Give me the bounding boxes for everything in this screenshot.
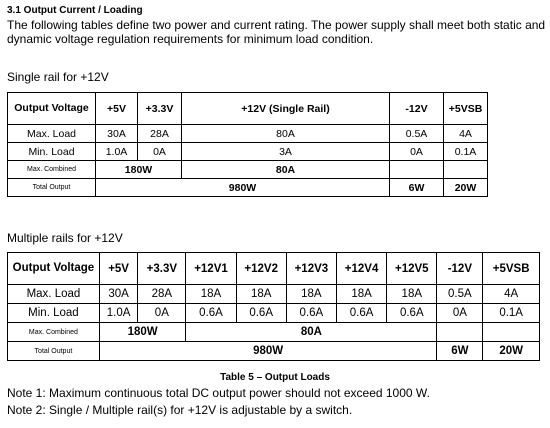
header-cell: +12V4 — [336, 253, 386, 285]
table-cell — [483, 323, 540, 342]
header-cell: +12V5 — [387, 253, 437, 285]
table-cell: 0.6A — [336, 304, 386, 323]
section-heading: 3.1 Output Current / Loading — [7, 5, 143, 16]
output-voltage-header: Output Voltage — [8, 253, 100, 285]
table-cell: 0.5A — [390, 125, 444, 143]
table-cell: 80A — [182, 125, 390, 143]
single-rail-table — [7, 92, 488, 197]
multi-rail-table — [7, 252, 540, 361]
table-row — [8, 125, 488, 143]
header-cell: +3.3V — [138, 253, 186, 285]
table-cell: 0A — [138, 143, 182, 161]
table-cell: 180W — [99, 323, 186, 342]
row-label: Max. Combined — [8, 161, 96, 179]
header-cell: +5V — [96, 93, 138, 125]
table-header-row — [8, 93, 488, 125]
table-cell: 0.6A — [387, 304, 437, 323]
table-cell: 0.1A — [444, 143, 488, 161]
table-cell: 6W — [390, 179, 444, 197]
table-cell: 1.0A — [96, 143, 138, 161]
table-cell: 0.6A — [236, 304, 286, 323]
table-row — [8, 179, 488, 197]
table-cell: 80A — [186, 323, 437, 342]
table-cell: 980W — [99, 342, 437, 361]
table-cell: 18A — [387, 285, 437, 304]
table-cell: 30A — [99, 285, 137, 304]
table-cell: 18A — [286, 285, 336, 304]
row-label: Min. Load — [8, 143, 96, 161]
multi-rail-caption: Multiple rails for +12V — [7, 231, 123, 245]
table-cell: 0A — [390, 143, 444, 161]
header-cell: +5V — [99, 253, 137, 285]
table-row — [8, 323, 540, 342]
table-cell: 80A — [182, 161, 390, 179]
header-cell: +12V1 — [186, 253, 236, 285]
table-cell: 0.5A — [437, 285, 483, 304]
table-cell: 18A — [236, 285, 286, 304]
table-cell: 20W — [444, 179, 488, 197]
table-cell: 4A — [483, 285, 540, 304]
output-voltage-header: Output Voltage — [8, 93, 96, 125]
table-cell — [437, 323, 483, 342]
row-label: Total Output — [8, 342, 100, 361]
row-label: Max. Load — [8, 285, 100, 304]
table-cell: 180W — [96, 161, 182, 179]
header-cell: -12V — [437, 253, 483, 285]
row-label: Total Output — [8, 179, 96, 197]
note-1: Note 1: Maximum continuous total DC output power should not exceed 1000 W. — [7, 386, 430, 400]
table-cell: 0.6A — [186, 304, 236, 323]
table-cell — [444, 161, 488, 179]
table-cell: 0A — [138, 304, 186, 323]
table-cell — [390, 161, 444, 179]
table-cell: 980W — [96, 179, 390, 197]
intro-paragraph: The following tables define two power and current rating. The power supply shall meet both static and dynamic voltage regulation requirements for minimum load condition. — [7, 18, 546, 46]
table-cell: 20W — [483, 342, 540, 361]
table-row — [8, 143, 488, 161]
header-cell: -12V — [390, 93, 444, 125]
table-header-row — [8, 253, 540, 285]
header-cell: +12V2 — [236, 253, 286, 285]
table-cell: 0.6A — [286, 304, 336, 323]
table-cell: 4A — [444, 125, 488, 143]
table-row — [8, 342, 540, 361]
table-cell: 3A — [182, 143, 390, 161]
row-label: Max. Combined — [8, 323, 100, 342]
table-cell: 0A — [437, 304, 483, 323]
row-label: Max. Load — [8, 125, 96, 143]
header-cell: +3.3V — [138, 93, 182, 125]
table-title: Table 5 – Output Loads — [220, 372, 330, 383]
header-cell: +12V3 — [286, 253, 336, 285]
table-row — [8, 161, 488, 179]
table-cell: 18A — [336, 285, 386, 304]
table-row — [8, 304, 540, 323]
header-cell: +5VSB — [483, 253, 540, 285]
table-cell: 0.1A — [483, 304, 540, 323]
table-cell: 1.0A — [99, 304, 137, 323]
table-cell: 28A — [138, 285, 186, 304]
header-cell: +12V (Single Rail) — [182, 93, 390, 125]
table-row — [8, 285, 540, 304]
note-2: Note 2: Single / Multiple rail(s) for +12V is adjustable by a switch. — [7, 403, 353, 417]
header-cell: +5VSB — [444, 93, 488, 125]
table-cell: 6W — [437, 342, 483, 361]
row-label: Min. Load — [8, 304, 100, 323]
table-cell: 18A — [186, 285, 236, 304]
table-cell: 28A — [138, 125, 182, 143]
table-cell: 30A — [96, 125, 138, 143]
single-rail-caption: Single rail for +12V — [7, 70, 109, 84]
